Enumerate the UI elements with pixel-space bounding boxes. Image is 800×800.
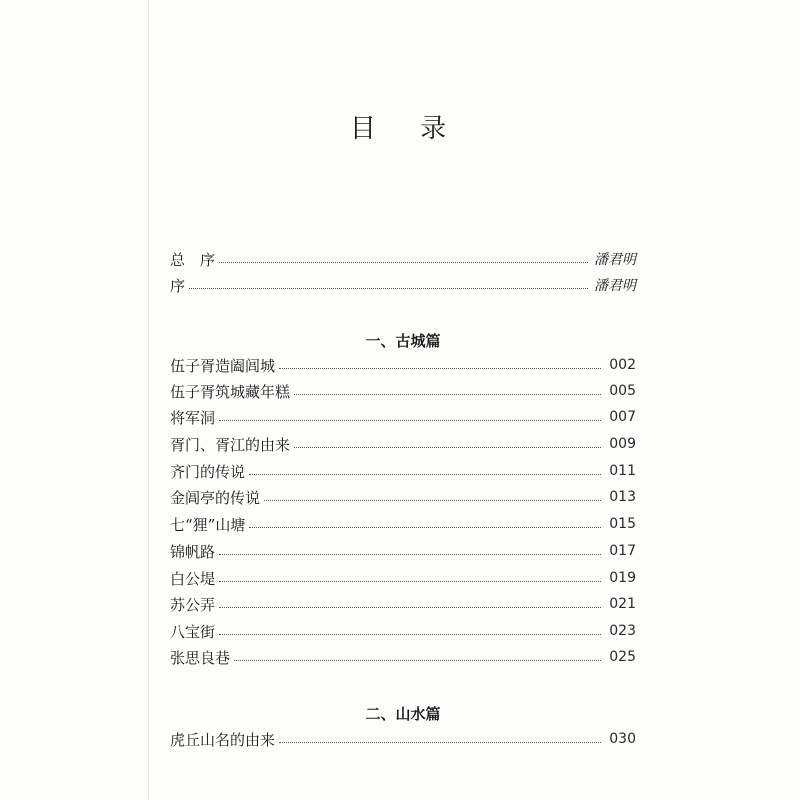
page-title: 目 录 (349, 114, 465, 144)
entry-page-number: 021 (609, 596, 636, 612)
leader-dots (189, 288, 588, 289)
entry-title: 白公堤 (170, 569, 216, 588)
entry-page-number: 007 (609, 409, 636, 425)
preface-row[interactable] (170, 246, 636, 272)
entry-page-number: 017 (609, 543, 636, 559)
section-heading: 一、古城篇 (365, 332, 441, 350)
entry-title: 胥门、胥江的由来 (170, 435, 291, 454)
entry-title: 锦帆路 (170, 542, 216, 561)
toc-entry[interactable] (170, 484, 636, 510)
leader-dots (294, 447, 601, 448)
leader-dots (279, 368, 601, 369)
entry-page-number: 025 (609, 649, 636, 665)
leader-dots (219, 607, 601, 608)
toc-entry[interactable] (170, 511, 636, 537)
toc-entry[interactable] (170, 378, 636, 404)
leader-dots (219, 581, 601, 582)
leader-dots (279, 742, 601, 743)
toc-entry[interactable] (170, 565, 636, 591)
toc-entry[interactable] (170, 618, 636, 644)
entry-title: 虎丘山名的由来 (170, 730, 276, 749)
toc-entry[interactable] (170, 591, 636, 617)
entry-page-number: 009 (609, 436, 636, 452)
leader-dots (249, 527, 601, 528)
leader-dots (249, 474, 601, 475)
entry-title: 金阊亭的传说 (170, 488, 261, 507)
preface-author: 潘君明 (594, 278, 636, 294)
toc-entry[interactable] (170, 404, 636, 430)
entry-page-number: 023 (609, 623, 636, 639)
toc-entry[interactable] (170, 644, 636, 670)
section-heading: 二、山水篇 (365, 705, 441, 723)
leader-dots (219, 554, 601, 555)
entry-page-number: 011 (609, 463, 636, 479)
entry-page-number: 030 (609, 731, 636, 747)
entry-title: 八宝街 (170, 622, 216, 641)
entry-title: 齐门的传说 (170, 462, 246, 481)
entry-title: 将军洞 (170, 408, 216, 427)
preface-author: 潘君明 (594, 252, 636, 268)
toc-entry[interactable] (170, 352, 636, 378)
leader-dots (264, 500, 601, 501)
leader-dots (219, 634, 601, 635)
toc-entry[interactable] (170, 538, 636, 564)
preface-row[interactable] (170, 272, 636, 298)
entry-page-number: 002 (609, 357, 636, 373)
leader-dots (294, 394, 601, 395)
entry-title: 伍子胥筑城藏年糕 (170, 382, 291, 401)
entry-title: 苏公弄 (170, 595, 216, 614)
entry-title: 伍子胥造阖闾城 (170, 356, 276, 375)
preface-label: 序 (170, 276, 186, 295)
entry-title: 张思良巷 (170, 648, 231, 667)
leader-dots (234, 660, 601, 661)
entry-title: 七“狸”山塘 (170, 515, 246, 534)
toc-entry[interactable] (170, 431, 636, 457)
entry-page-number: 015 (609, 516, 636, 532)
toc-entry[interactable] (170, 458, 636, 484)
leader-dots (219, 420, 601, 421)
entry-page-number: 005 (609, 383, 636, 399)
toc-entry[interactable] (170, 726, 636, 752)
leader-dots (219, 262, 588, 263)
entry-page-number: 013 (609, 489, 636, 505)
preface-label: 总 序 (170, 250, 216, 269)
entry-page-number: 019 (609, 570, 636, 586)
